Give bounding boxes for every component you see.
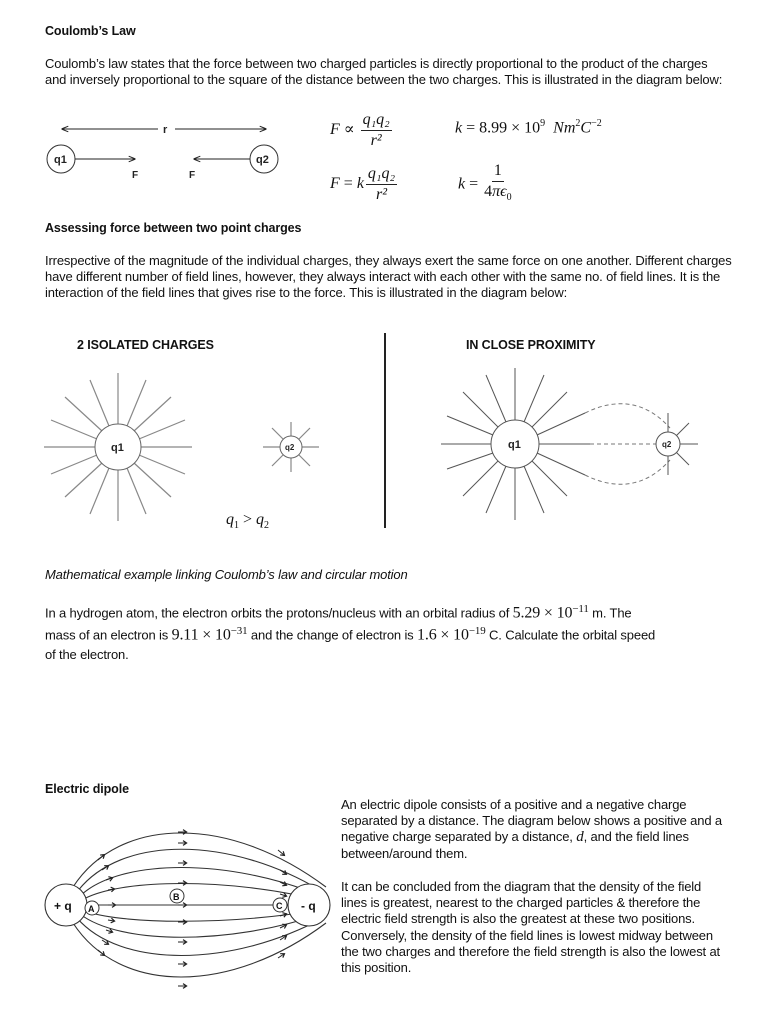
formula-k-definition: k = $\frac{1}{4\pi\epsilon_0}$ <box>458 162 512 204</box>
point-a-label: A <box>88 904 95 914</box>
dipole-conclusion: It can be concluded from the diagram that the density of the field lines is greatest, nearest to the charged particles & therefore the electric field strength is also the greatest at these two positions. Conversely, the density of the field lines is lowest midway between the two charges and therefore the field strength is also the lowest at this position. <box>341 879 721 976</box>
math-example-problem: In a hydrogen atom, the electron orbits the protons/nucleus with an orbital radius of $5.29 \times 10^{-11}$ m. The mass of an electron is $9.11 \times 10^{-31}$ and the change of electron is $1.6 \times 10^{-19}$ C. Calculate the orbital speed of the electron. <box>45 603 656 662</box>
coulombs-law-intro: Coulomb’s law states that the force between two charged particles is directly proportional to the product of the charges and inversely proportional to the square of the distance between the two charges. This is illustrated in the diagram below: <box>45 56 723 87</box>
q1-label-proximity: q1 <box>508 439 521 451</box>
section-title-assessing-force: Assessing force between two point charges <box>45 221 302 235</box>
math-example-subtitle: Mathematical example linking Coulomb’s law and circular motion <box>45 567 408 582</box>
negative-charge-label: - q <box>301 899 316 913</box>
force-label-1: F <box>132 170 139 181</box>
electric-dipole-diagram <box>40 810 340 1000</box>
caption-isolated-charges: 2 ISOLATED CHARGES <box>77 338 214 352</box>
q2-label: q2 <box>285 443 295 452</box>
point-c-label: C <box>276 901 283 911</box>
vertical-divider <box>384 333 386 528</box>
section-title-coulombs-law: Coulomb’s Law <box>45 24 136 38</box>
q1-label: q1 <box>111 442 124 454</box>
positive-charge-label: + q <box>54 899 72 913</box>
formula-k-value: $k = 8.99 \times 10^9$ $Nm^2C^{-2}$ <box>455 118 602 137</box>
formula-proportional: F ∝ $\frac{\text{q₁q₂}}{\text{r²}}$ <box>330 111 390 149</box>
charge-relation: $q_1 > q_2$ <box>226 511 270 532</box>
close-proximity-diagram <box>430 360 720 530</box>
point-b-label: B <box>173 892 180 902</box>
distance-label: r <box>163 124 168 136</box>
charge-q2-label: q2 <box>256 154 269 166</box>
formula-coulomb-equation: F = k $\frac{\text{q₁q₂}}{\text{r²}}$ <box>330 165 396 203</box>
force-diagram <box>40 112 300 192</box>
section-title-electric-dipole: Electric dipole <box>45 782 129 796</box>
dipole-arrows <box>98 832 287 986</box>
caption-close-proximity: IN CLOSE PROXIMITY <box>466 338 596 352</box>
charge-q1-label: q1 <box>54 154 67 166</box>
dipole-description: An electric dipole consists of a positive and a negative charge separated by a distance. The diagram below shows a positive and a negative charge separated by a distance, d, and the field lines between/around them. <box>341 797 722 861</box>
q2-label-proximity: q2 <box>662 440 672 449</box>
assessing-force-body: Irrespective of the magnitude of the individual charges, they always exert the same force on one another. Different charges have different number of field lines, however, they always interact with each other with the same no. of field lines. It is the interaction of the field lines that gives rise to the force. This is illustrated in the diagram below: <box>45 253 732 300</box>
force-label-2: F <box>189 170 196 181</box>
isolated-charges-diagram <box>40 365 360 535</box>
